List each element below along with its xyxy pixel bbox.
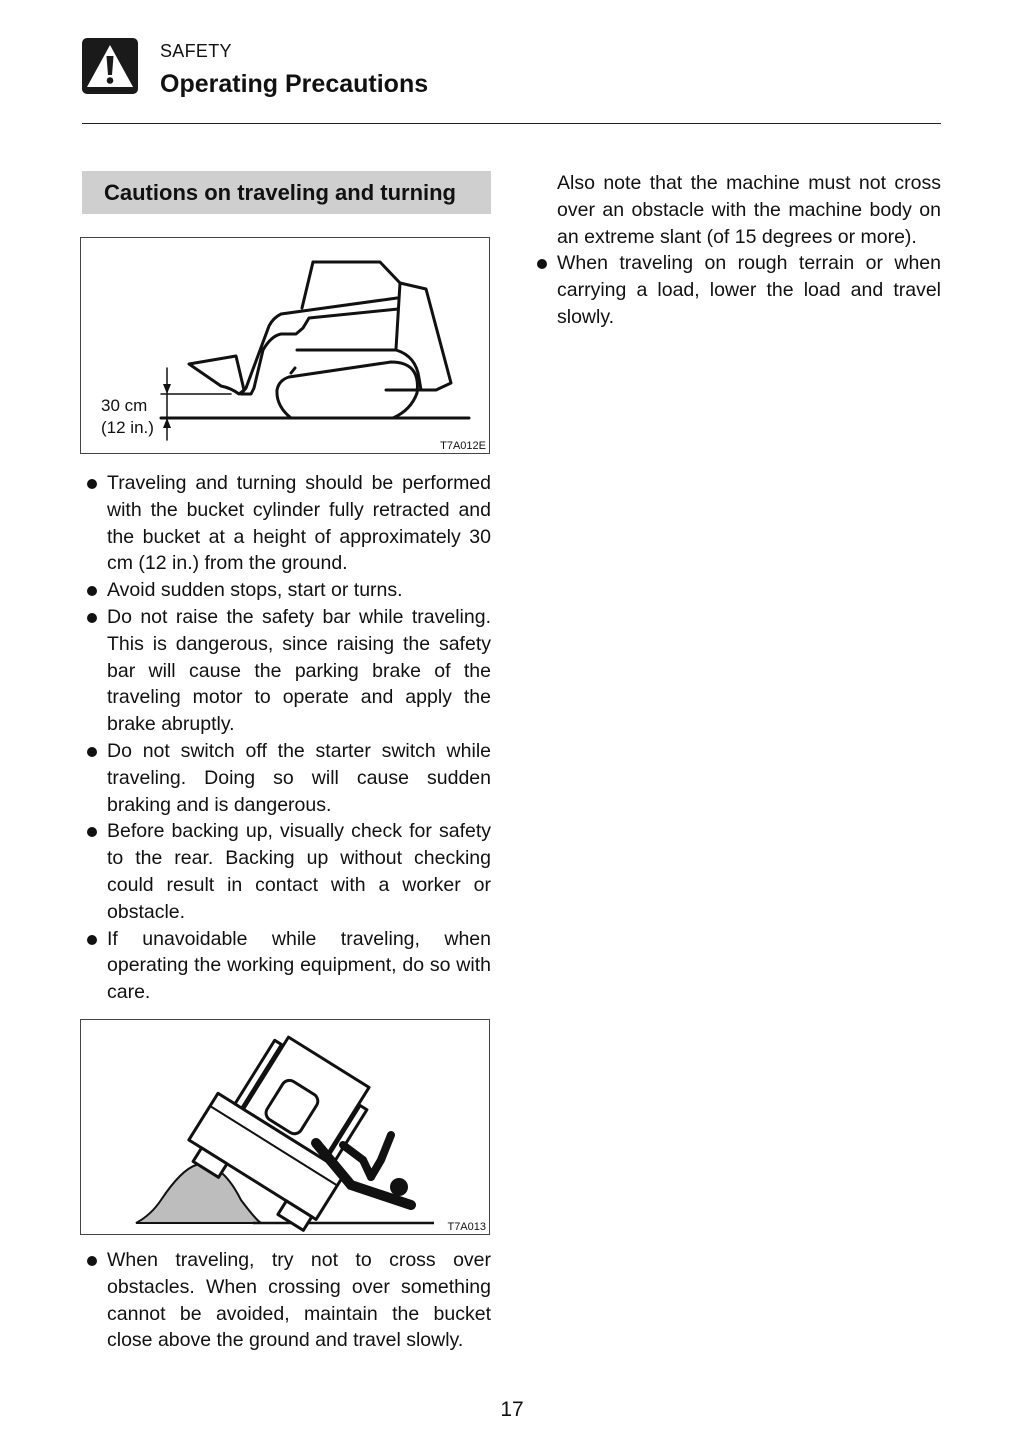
list-item: When traveling, try not to cross over obstacles. When crossing over something cannot be avoided, maintain the bucket close above the ground and travel slowly.: [82, 1247, 491, 1354]
page-title: Operating Precautions: [160, 70, 429, 98]
list-item: Do not switch off the starter switch while traveling. Doing so will cause sudden braking and is dangerous.: [82, 738, 491, 818]
figure-bucket-height: [80, 237, 490, 454]
dimension-label-metric: 30 cm: [101, 396, 148, 415]
list-item: Before backing up, visually check for safety to the rear. Backing up without checking could result in contact with a worker or obstacle.: [82, 818, 491, 925]
header-divider: [82, 123, 941, 124]
figure-code: T7A013: [447, 1221, 486, 1233]
section-heading: Cautions on traveling and turning: [82, 171, 491, 214]
list-item: If unavoidable while traveling, when operating the working equipment, do so with care.: [82, 926, 491, 1006]
tipping-loader-illustration: [81, 1020, 491, 1236]
section-label: SAFETY: [160, 41, 232, 61]
warning-triangle-icon: [82, 38, 138, 94]
list-item: Avoid sudden stops, start or turns.: [82, 577, 491, 604]
dimension-label-imperial: (12 in.): [101, 418, 154, 437]
continuation-paragraph: Also note that the machine must not cross over an obstacle with the machine body on an extreme slant (of 15 degrees or more).: [557, 172, 941, 248]
figure-tipping-hazard: [80, 1019, 490, 1235]
obstacle-precautions-list: [82, 1247, 491, 1354]
page-number: 17: [500, 1398, 524, 1421]
list-item: Do not raise the safety bar while traveling. This is dangerous, since raising the safety bar will cause the parking brake of the traveling motor to operate and apply the brake abruptly.: [82, 604, 491, 738]
precautions-list: [82, 470, 491, 1006]
list-item: Traveling and turning should be performed with the bucket cylinder fully retracted and the bucket at a height of approximately 30 cm (12 in.) from the ground.: [82, 470, 491, 577]
figure-code: T7A012E: [440, 440, 486, 452]
list-item: When traveling on rough terrain or when carrying a load, lower the load and travel slowly.: [532, 250, 941, 330]
right-column-list: [532, 170, 941, 331]
